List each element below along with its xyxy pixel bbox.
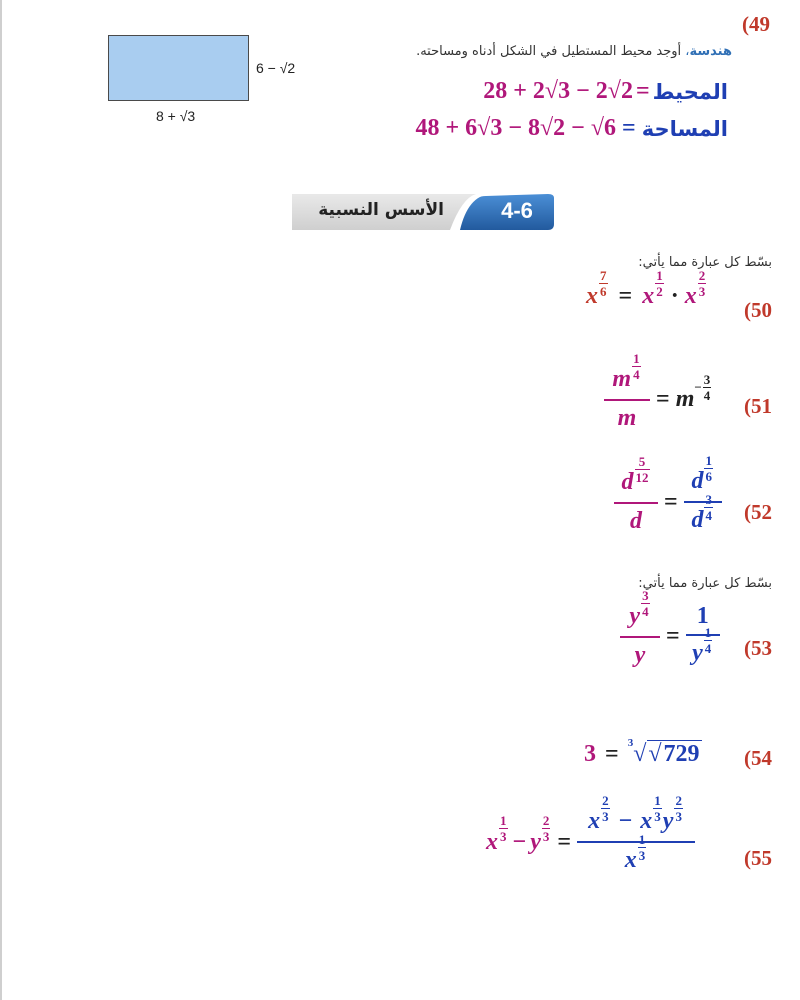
problem-number-54: (54	[744, 746, 772, 770]
problem-55-expression: x $\frac{1}{3}$ − y $\frac{2}{3}$ = x $\frac{2}{3}$ − x $\frac{1}{3}$ y $\frac{2}{3}$ x $\frac{1}{3}$	[486, 808, 695, 876]
prompt-text: أوجد محيط المستطيل في الشكل أدناه ومساحته.	[416, 44, 682, 59]
problem-number-55: (55	[744, 846, 772, 870]
area-label: المساحة	[641, 116, 728, 141]
problem-50-expression: x $\frac{7}{6}$ = x $\frac{1}{2}$ · x $\frac{2}{3}$	[586, 268, 706, 310]
instruction-simplify-1: بسّط كل عبارة مما يأتي:	[638, 255, 772, 270]
area-line: 48 + 6√3 − 8√2 − √6 = المساحة	[415, 115, 728, 141]
rectangle-figure	[108, 35, 249, 101]
area-value: 48 + 6√3 − 8√2 − √6	[415, 115, 617, 141]
problem-number-51: (51	[744, 394, 772, 418]
perimeter-line: 28 + 2√3 − 2√2 = المحيط	[483, 78, 728, 104]
problem-number-49: (49	[742, 12, 770, 36]
problem-49-prompt: هندسة، أوجد محيط المستطيل في الشكل أدناه ومساحته.	[416, 44, 732, 59]
rect-side-label: 6 − √2	[256, 60, 296, 76]
lesson-banner	[290, 190, 556, 234]
problem-51-expression: m $\frac{1}{4}$ m = m − $\frac{3}{4}$	[604, 366, 712, 432]
problem-number-50: (50	[744, 298, 772, 322]
topic-label: هندسة	[689, 44, 732, 59]
problem-number-52: (52	[744, 500, 772, 524]
lesson-title: الأسس النسبية	[318, 200, 444, 220]
problem-number-53: (53	[744, 636, 772, 660]
problem-52-expression: d $\frac{5}{12}$ d = d $\frac{1}{6}$ d $\frac{3}{4}$	[614, 468, 722, 536]
problem-54-expression: 3 = $^3$√√729	[584, 737, 700, 767]
lesson-number: 4-6	[501, 198, 533, 223]
instruction-simplify-2: بسّط كل عبارة مما يأتي:	[638, 576, 772, 591]
rect-bottom-label: 8 + √3	[156, 108, 196, 124]
perimeter-value: 28 + 2√3 − 2√2	[483, 78, 633, 104]
page-left-border	[0, 0, 2, 1000]
perimeter-label: المحيط	[652, 79, 728, 104]
problem-53-expression: y $\frac{3}{4}$ y = 1 y $\frac{1}{4}$	[620, 603, 720, 669]
